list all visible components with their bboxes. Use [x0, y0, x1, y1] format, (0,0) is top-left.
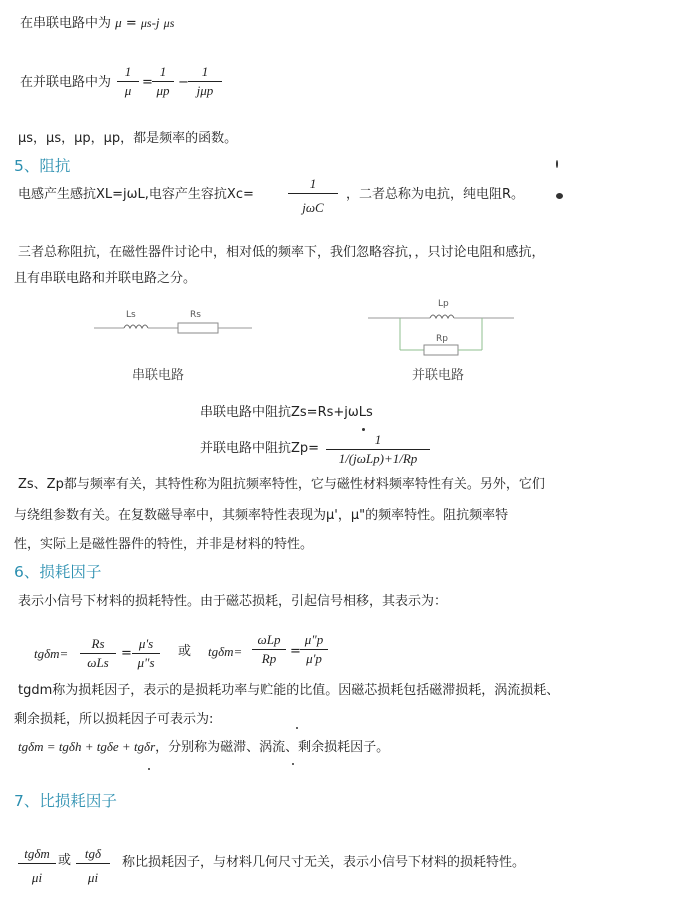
impedance-frequency-line-1: Zs、Zp都与频率有关，其特性称为阻抗频率特性，它与磁性材料频率特性有关。另外，它们: [18, 477, 545, 492]
scan-speck: [148, 768, 150, 770]
loss-formula-or: 或: [178, 644, 192, 659]
series-rule-equals: =: [125, 16, 137, 31]
parallel-impedance-prefix: 并联电路中阻抗Zp=: [200, 441, 320, 456]
scan-speck: [292, 763, 294, 765]
fraction-denominator: Rp: [261, 651, 277, 666]
parallel-resistor-label: Rp: [436, 334, 448, 344]
loss-formula-1-equals: =: [121, 646, 132, 661]
impedance-frequency-line-2: 与绕组参数有关。在复数磁导率中，其频率特性表现为μ'，μ"的频率特性。阻抗频率特: [14, 508, 509, 523]
loss-factor-sum-text: ，分别称为磁滞、涡流、剩余损耗因子。: [155, 740, 390, 755]
loss-intro-line: 表示小信号下材料的损耗特性。由于磁芯损耗，引起信号相移，其表示为：: [18, 594, 448, 609]
frequency-function-line: μs，μs，μp，μp，都是频率的函数。: [18, 131, 238, 146]
parallel-rule-prefix: 在并联电路中为: [20, 75, 112, 90]
parallel-rule-left-fraction: [117, 64, 139, 99]
series-rule-minus: -j: [151, 15, 160, 30]
reactance-line-prefix: 电感产生感抗XL=jωL,电容产生容抗Xc=: [18, 187, 254, 202]
series-rule-prefix: 在串联电路中为: [20, 16, 112, 31]
loss-formula-2-fraction-a: [252, 632, 286, 667]
parallel-rule-mid-fraction: [152, 64, 174, 99]
parallel-impedance-fraction: [326, 432, 430, 467]
fraction-denominator: ωLs: [87, 655, 109, 670]
fraction-denominator: μ: [124, 83, 132, 98]
specific-loss-fraction-1: [18, 846, 56, 886]
fraction-numerator: Rs: [80, 636, 116, 654]
series-circuit-caption: 串联电路: [132, 368, 185, 383]
loss-factor-paragraph-line-1: tgdm称为损耗因子，表示的是损耗功率与贮能的比值。因磁芯损耗包括磁滞损耗，涡流损耗、: [18, 683, 560, 698]
loss-formula-2-fraction-b: [300, 632, 328, 667]
specific-loss-fraction-2: [76, 846, 110, 886]
loss-formula-1-fraction-b: [132, 636, 160, 671]
capacitive-reactance-fraction: [288, 176, 338, 216]
fraction-numerator: ωLp: [252, 632, 286, 650]
fraction-denominator: 1/(jωLp)+1/Rp: [338, 451, 418, 466]
series-inductor-label: Ls: [126, 310, 136, 320]
fraction-denominator: μ"s: [137, 655, 155, 670]
specific-loss-description: 称比损耗因子，与材料几何尺寸无关，表示小信号下材料的损耗特性。: [122, 855, 526, 870]
fraction-numerator: μ"p: [300, 632, 328, 650]
series-permeability-rule: [20, 14, 174, 33]
parallel-rule-equals: =: [142, 75, 153, 90]
loss-formula-2-label: tgδm=: [208, 644, 243, 659]
scan-speck: [362, 428, 365, 431]
fraction-denominator: μp: [156, 83, 170, 98]
loss-factor-sum-math: tgδm = tgδh + tgδe + tgδr: [18, 739, 156, 754]
fraction-numerator: 1: [152, 64, 174, 82]
parallel-rule-minus: −: [178, 75, 189, 90]
fraction-numerator: 1: [326, 432, 430, 450]
series-rule-mus: μs: [140, 16, 152, 30]
fraction-numerator: tgδ: [76, 846, 110, 864]
scan-speck: [296, 727, 298, 729]
scan-speck: [556, 160, 558, 168]
loss-formula-2-equals: =: [290, 644, 301, 659]
fraction-denominator: μ'p: [306, 651, 322, 666]
parallel-circuit-diagram: [368, 308, 528, 358]
series-impedance-equation: 串联电路中阻抗Zs=Rs+jωLs: [200, 405, 373, 420]
loss-formula-1-label: tgδm=: [34, 646, 69, 661]
fraction-denominator: jμp: [196, 83, 214, 98]
parallel-inductor-label: Lp: [438, 299, 449, 309]
section-6-heading: 6、损耗因子: [14, 563, 102, 581]
series-resistor-label: Rs: [190, 310, 201, 320]
series-rule-mu: μ: [115, 15, 122, 30]
fraction-denominator: μi: [31, 870, 43, 885]
section-7-heading: 7、比损耗因子: [14, 792, 117, 810]
fraction-numerator: 1: [288, 176, 338, 194]
impedance-paragraph-line-2: 且有串联电路和并联电路之分。: [14, 271, 197, 286]
reactance-line-suffix: ，二者总称为电抗，纯电阻R。: [346, 187, 525, 202]
fraction-denominator: jωC: [302, 200, 324, 215]
series-rule-muss: μs: [163, 16, 175, 30]
impedance-paragraph-line-1: 三者总称阻抗，在磁性器件讨论中，相对低的频率下，我们忽略容抗，，只讨论电阻和感抗，: [18, 245, 545, 260]
scan-speck: [556, 193, 563, 199]
impedance-frequency-line-3: 性，实际上是磁性器件的特性，并非是材料的特性。: [14, 537, 314, 552]
fraction-numerator: 1: [188, 64, 222, 82]
fraction-numerator: tgδm: [18, 846, 56, 864]
loss-factor-sum-line: [18, 738, 389, 757]
loss-formula-1-fraction-a: [80, 636, 116, 671]
fraction-numerator: μ's: [132, 636, 160, 654]
fraction-numerator: 1: [117, 64, 139, 82]
loss-factor-paragraph-line-2: 剩余损耗，所以损耗因子可表示为:: [14, 712, 214, 727]
fraction-denominator: μi: [87, 870, 99, 885]
parallel-circuit-caption: 并联电路: [412, 368, 465, 383]
section-5-heading: 5、阻抗: [14, 157, 71, 175]
parallel-rule-right-fraction: [188, 64, 222, 99]
specific-loss-or: 或: [58, 853, 72, 868]
